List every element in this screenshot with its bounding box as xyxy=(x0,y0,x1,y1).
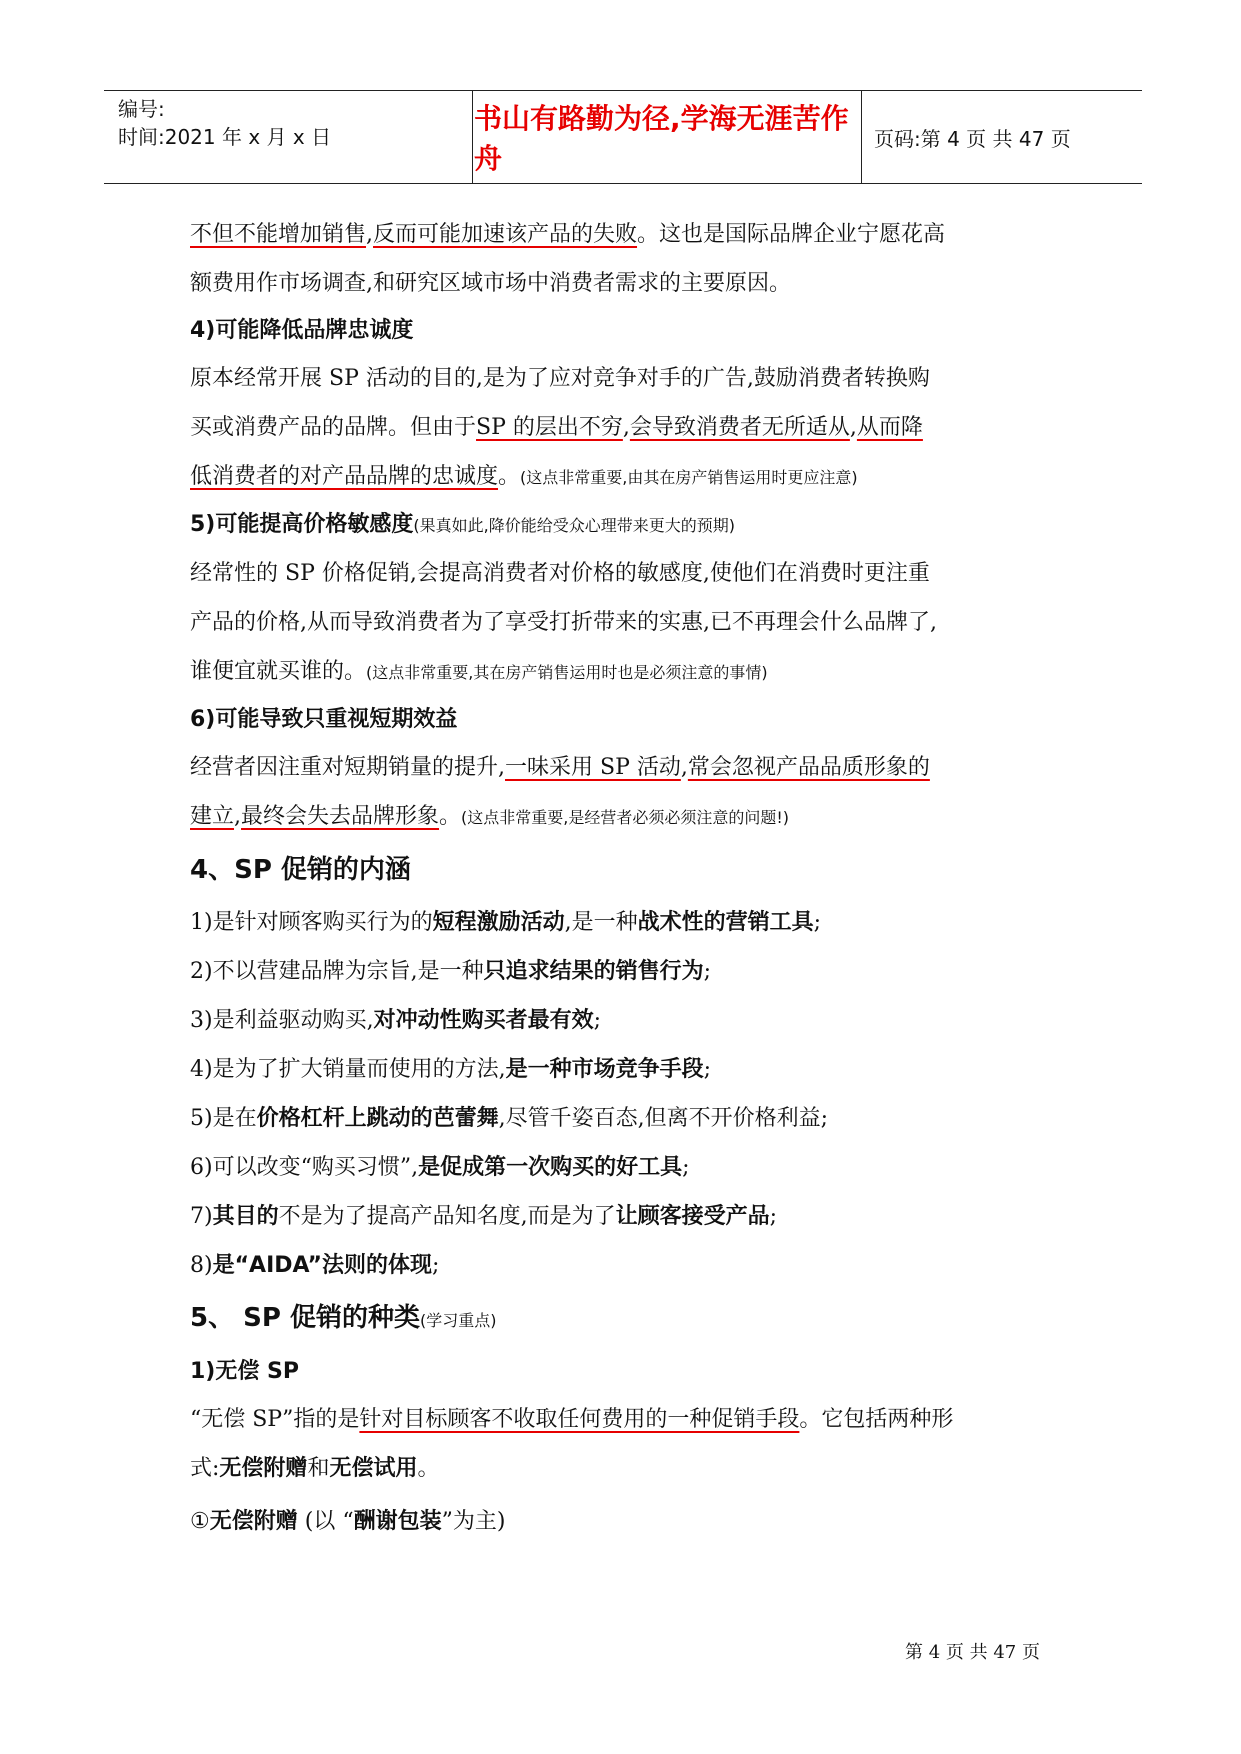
doc-time: 时间:2021 年 x 月 x 日 xyxy=(118,125,332,149)
text: 。这也是国际品牌企业宁愿花高 xyxy=(637,222,946,247)
underlined-text: 会导致消费者无所适从 xyxy=(629,415,850,440)
text: ”为主) xyxy=(441,1509,506,1534)
underlined-text: 建立 xyxy=(190,804,235,829)
section-title: 5、 SP 促销的种类 xyxy=(190,1303,420,1333)
paragraph: 额费用作市场调查,和研究区域市场中消费者需求的主要原因。 xyxy=(190,271,791,296)
header-divider xyxy=(472,91,473,183)
section-heading: 4、SP 促销的内涵 xyxy=(190,855,411,885)
list-item: 7)其目的不是为了提高产品知名度,而是为了让顾客接受产品; xyxy=(190,1204,778,1229)
underlined-text: 从而降 xyxy=(856,415,923,440)
text: 买或消费产品的品牌。但由于 xyxy=(190,415,477,440)
text: , xyxy=(234,804,242,829)
text: 。 xyxy=(417,1456,440,1481)
page-footer: 第 4 页 共 47 页 xyxy=(905,1642,1040,1663)
underlined-text: 一味采用 SP 活动 xyxy=(505,755,681,780)
note-text: (果真如此,降价能给受众心理带来更大的预期) xyxy=(413,516,735,535)
section-heading xyxy=(190,1290,1070,1349)
bold-text: 无偿试用 xyxy=(329,1455,418,1481)
paragraph xyxy=(190,1444,1070,1493)
underlined-text: 低消费者的对产品品牌的忠诚度 xyxy=(190,464,499,489)
underlined-text: 常会忽视产品品质形象的 xyxy=(687,755,930,780)
text: 谁便宜就买谁的。 xyxy=(190,659,367,684)
subheading xyxy=(190,502,1070,549)
paragraph xyxy=(190,792,1070,842)
underlined-text: 最终会失去品牌形象 xyxy=(241,804,440,829)
underlined-text: SP 的层出不穷 xyxy=(476,415,623,440)
list-item: 2)不以营建品牌为宗旨,是一种只追求结果的销售行为; xyxy=(190,959,712,984)
subheading: 4)可能降低品牌忠诚度 xyxy=(190,318,414,343)
subheading-title: 5)可能提高价格敏感度 xyxy=(190,512,414,537)
header-page-number: 页码:第 4 页 共 47 页 xyxy=(874,126,1071,151)
paragraph xyxy=(190,647,1070,697)
underlined-text: 反而可能加速该产品的失败 xyxy=(373,222,638,247)
note-text: (这点非常重要,是经营者必须必须注意的问题!) xyxy=(461,808,790,827)
paragraph xyxy=(190,452,1070,502)
text: 。 xyxy=(439,804,462,829)
bold-text: 无偿附赠 xyxy=(209,1508,298,1534)
list-item: 5)是在价格杠杆上跳动的芭蕾舞,尽管千姿百态,但离不开价格利益; xyxy=(190,1106,829,1131)
bold-text: 酬谢包装 xyxy=(353,1508,442,1534)
header-motto: 书山有路勤为径,学海无涯苦作舟 xyxy=(474,102,849,175)
circled-number: ① xyxy=(190,1509,210,1534)
paragraph: 产品的价格,从而导致消费者为了享受打折带来的实惠,已不再理会什么品牌了, xyxy=(190,610,937,635)
note-text: (这点非常重要,由其在房产销售运用时更应注意) xyxy=(520,468,858,487)
paragraph xyxy=(190,403,1070,452)
paragraph xyxy=(190,1395,1070,1444)
text: 。它包括两种形 xyxy=(799,1407,954,1432)
list-item: 8)是“AIDA”法则的体现; xyxy=(190,1253,440,1278)
text: 和 xyxy=(307,1456,330,1481)
text: 式: xyxy=(190,1456,220,1481)
underlined-text: 针对目标顾客不收取任何费用的一种促销手段 xyxy=(359,1407,800,1432)
paragraph xyxy=(190,743,1070,792)
text: , xyxy=(366,222,374,247)
list-item: 6)可以改变“购买习惯”,是促成第一次购买的好工具; xyxy=(190,1155,690,1180)
paragraph: 经常性的 SP 价格促销,会提高消费者对价格的敏感度,使他们在消费时更注重 xyxy=(190,561,930,586)
document-body xyxy=(190,210,1070,1546)
text: , xyxy=(849,415,857,440)
header-table xyxy=(104,90,1142,184)
paragraph: 原本经常开展 SP 活动的目的,是为了应对竞争对手的广告,鼓励消费者转换购 xyxy=(190,366,930,391)
bold-text: 无偿附赠 xyxy=(219,1455,308,1481)
note-text: (这点非常重要,其在房产销售运用时也是必须注意的事情) xyxy=(366,663,768,682)
subheading: 1)无偿 SP xyxy=(190,1359,299,1384)
header-divider xyxy=(861,91,862,183)
subheading: 6)可能导致只重视短期效益 xyxy=(190,707,458,732)
header-meta-cell xyxy=(118,91,472,183)
text: 。 xyxy=(498,464,521,489)
text: 经营者因注重对短期销量的提升, xyxy=(190,755,505,780)
paragraph xyxy=(190,1497,1070,1546)
text: “无偿 SP”指的是 xyxy=(190,1407,360,1432)
text: , xyxy=(622,415,630,440)
underlined-text: 不但不能增加销售 xyxy=(190,222,367,247)
text: (以 “ xyxy=(297,1509,354,1534)
list-item: 3)是利益驱动购买,对冲动性购买者最有效; xyxy=(190,1008,602,1033)
note-text: (学习重点) xyxy=(419,1311,497,1330)
doc-number-label: 编号: xyxy=(118,97,165,121)
paragraph xyxy=(190,210,1070,259)
list-item: 4)是为了扩大销量而使用的方法,是一种市场竞争手段; xyxy=(190,1057,712,1082)
text: , xyxy=(680,755,688,780)
list-item: 1)是针对顾客购买行为的短程激励活动,是一种战术性的营销工具; xyxy=(190,910,822,935)
